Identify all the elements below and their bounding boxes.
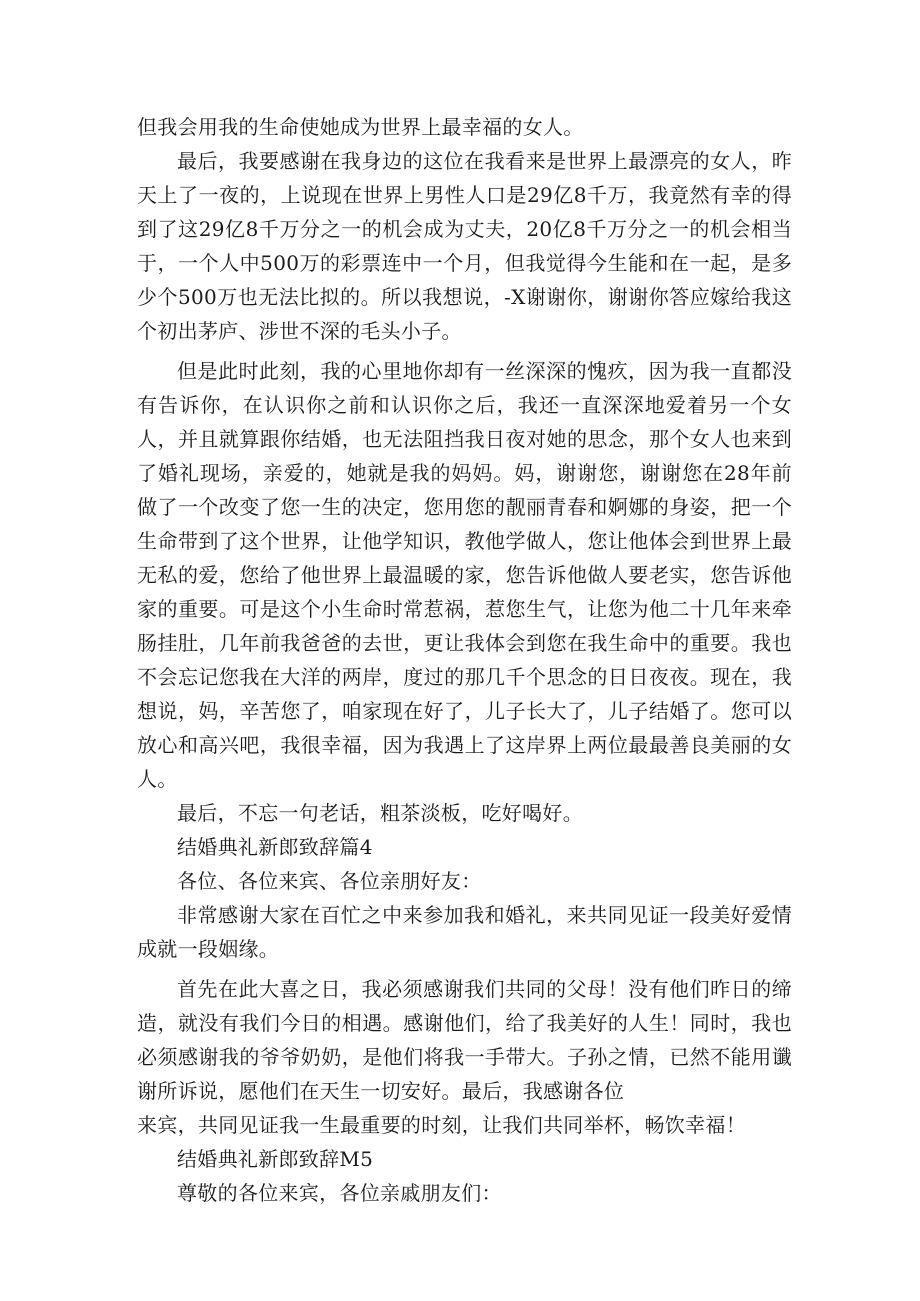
paragraph-greeting-4: 各位、各位来宾、各位亲朋好友： (177, 869, 482, 893)
paragraph-toast: 来宾，共同见证我一生最重要的时刻，让我们共同举杯，畅饮幸福！ (137, 1113, 746, 1137)
paragraph-greeting-5: 尊敬的各位来宾，各位亲戚朋友们： (177, 1181, 502, 1205)
paragraph-thanks-guests: 非常感谢大家在百忙之中来参加我和婚礼，来共同见证一段美好爱情成就一段姻缘。 (137, 903, 792, 961)
section-heading-4: 结婚典礼新郎致辞篇4 (177, 835, 373, 859)
paragraph-thanks-mother: 但是此时此刻，我的心里地你却有一丝深深的愧疚，因为我一直都没有告诉你，在认识你之前和认识你之后，我还一直深深地爱着另一个女人，并且就算跟你结婚，也无法阻挡我日夜对她的思念，那个女人也来到了婚礼现场，亲爱的，她就是我的妈妈。妈，谢谢您，谢谢您在28年前做了一个改变了您一生的决定，您用您的靓丽青春和婀娜的身姿，把一个生命带到了这个世界，让他学知识，教他学做人，您让他体会到世界上最无私的爱，您给了他世界上最温暖的家，您告诉他做人要老实，您告诉他家的重要。可是这个小生命时常惹祸，惹您生气，让您为他二十几年来牵肠挂肚，几年前我爸爸的去世，更让我体会到您在我生命中的重要。我也不会忘记您我在大洋的两岸，度过的那几千个思念的日日夜夜。现在，我想说，妈，辛苦您了，咱家现在好了，儿子长大了，儿子结婚了。您可以放心和高兴吧，我很幸福，因为我遇上了这岸界上两位最最善良美丽的女人。 (137, 359, 792, 791)
paragraph-continuation: 但我会用我的生命使她成为世界上最幸福的女人。 (137, 115, 584, 139)
section-heading-5: 结婚典礼新郎致辞M5 (177, 1147, 374, 1171)
document-body (137, 110, 792, 1210)
paragraph-thanks-parents: 首先在此大喜之日，我必须感谢我们共同的父母！没有他们昨日的缔造，就没有我们今日的相遇。感谢他们，给了我美好的人生！同时，我也必须感谢我的爷爷奶奶，是他们将我一手带大。子孙之情，已然不能用谶谢所诉说，愿他们在天生一切安好。最后，我感谢各位 (137, 977, 792, 1103)
paragraph-thanks-bride: 最后，我要感谢在我身边的这位在我看来是世界上最漂亮的女人，昨天上了一夜的，上说现在世界上男性人口是29亿8千万，我竟然有幸的得到了这29亿8千万分之一的机会成为丈夫，20亿8千万分之一的机会相当于，一个人中500万的彩票连中一个月，但我觉得今生能和在一起，是多少个500万也无法比拟的。所以我想说，-X谢谢你，谢谢你答应嫁给我这个初出茅庐、涉世不深的毛头小子。 (137, 149, 792, 343)
paragraph-closing-saying: 最后，不忘一句老话，粗茶淡板，吃好喝好。 (177, 801, 583, 825)
